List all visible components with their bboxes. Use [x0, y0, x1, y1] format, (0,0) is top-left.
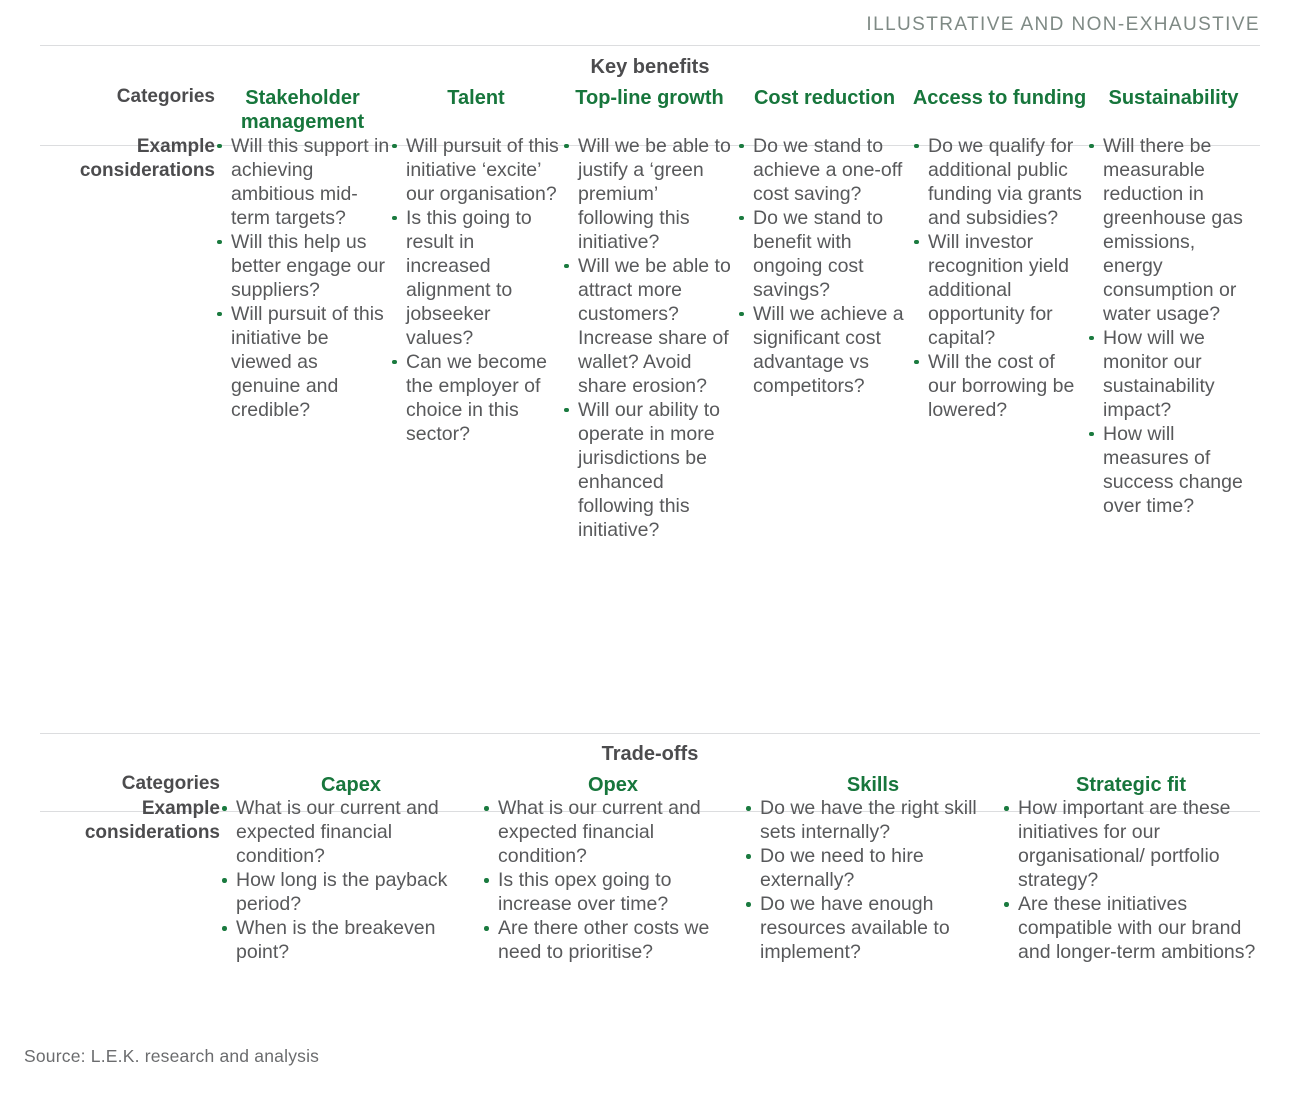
cell-stakeholder-management [215, 135, 390, 543]
column-header-cost-reduction: Cost reduction [753, 87, 896, 109]
bullet-list [482, 797, 744, 965]
trade-offs-table [40, 773, 1260, 965]
list-item: Will this help us better engage our suppliers? [215, 231, 390, 303]
categories-header-trade-offs: Categories [121, 773, 220, 794]
bullet-list [215, 135, 390, 423]
list-item: Do we have the right skill sets internally? [744, 797, 1002, 845]
list-item: Is this going to result in increased alignment to jobseeker values? [390, 207, 562, 351]
column-header-opex: Opex [587, 774, 639, 796]
cell-sustainability [1087, 135, 1260, 543]
table-row [40, 797, 1260, 965]
list-item: Are there other costs we need to prioritise? [482, 917, 744, 965]
kicker-container [866, 14, 1260, 36]
list-item: Do we stand to benefit with ongoing cost savings? [737, 207, 912, 303]
table-row [40, 135, 1260, 543]
column-header-stakeholder-management: Stakeholder management [240, 87, 365, 134]
list-item: Will we achieve a significant cost advantage vs competitors? [737, 303, 912, 399]
list-item: Will investor recognition yield additional opportunity for capital? [912, 231, 1087, 351]
list-item: Will the cost of our borrowing be lowered? [912, 351, 1087, 423]
cell-strategic-fit [1002, 797, 1260, 965]
list-item: What is our current and expected financial condition? [220, 797, 482, 869]
bullet-list [1002, 797, 1260, 965]
divider-section-middle [40, 733, 1260, 734]
bullet-list [220, 797, 482, 965]
list-item: Will pursuit of this initiative be viewed as genuine and credible? [215, 303, 390, 423]
cell-skills [744, 797, 1002, 965]
cell-capex [220, 797, 482, 965]
key-benefits-table [40, 86, 1260, 543]
categories-header-key-benefits: Categories [116, 86, 215, 107]
cell-opex [482, 797, 744, 965]
list-item: Do we have enough resources available to implement? [744, 893, 1002, 965]
column-header-capex: Capex [320, 774, 382, 796]
key-benefits-header-row [40, 86, 1260, 135]
column-header-strategic-fit: Strategic fit [1075, 774, 1187, 796]
section-title-key-benefits: Key benefits [590, 56, 710, 78]
list-item: Will this support in achieving ambitious mid-term targets? [215, 135, 390, 231]
list-item: How will we monitor our sustainability impact? [1087, 327, 1260, 423]
row-label-example-considerations-trade-offs: Example considerations [84, 798, 220, 844]
bullet-list [390, 135, 562, 447]
cell-talent [390, 135, 562, 543]
list-item: How long is the payback period? [220, 869, 482, 917]
bullet-list [1087, 135, 1260, 519]
list-item: Is this opex going to increase over time? [482, 869, 744, 917]
column-header-top-line-growth: Top-line growth [575, 87, 724, 109]
column-header-talent: Talent [447, 87, 505, 109]
list-item: Can we become the employer of choice in this sector? [390, 351, 562, 447]
list-item: Do we stand to achieve a one-off cost saving? [737, 135, 912, 207]
list-item: Will we be able to attract more customers? Increase share of wallet? Avoid share erosion? [562, 255, 737, 399]
list-item: Will our ability to operate in more jurisdictions be enhanced following this initiative? [562, 399, 737, 543]
bullet-list [744, 797, 1002, 965]
bullet-list [562, 135, 737, 543]
section-title-trade-offs: Trade-offs [601, 743, 699, 765]
list-item: Do we need to hire externally? [744, 845, 1002, 893]
source-note: Source: L.E.K. research and analysis [24, 1046, 320, 1066]
column-header-access-to-funding: Access to funding [912, 87, 1087, 109]
list-item: What is our current and expected financial condition? [482, 797, 744, 869]
list-item: How important are these initiatives for our organisational/ portfolio strategy? [1002, 797, 1260, 893]
illustrative-kicker: ILLUSTRATIVE AND NON-EXHAUSTIVE [866, 14, 1260, 35]
list-item: How will measures of success change over time? [1087, 423, 1260, 519]
cell-cost-reduction [737, 135, 912, 543]
cell-access-to-funding [912, 135, 1087, 543]
list-item: Will we be able to justify a ‘green premium’ following this initiative? [562, 135, 737, 255]
list-item: Will pursuit of this initiative ‘excite’ our organisation? [390, 135, 562, 207]
list-item: Are these initiatives compatible with our brand and longer-term ambitions? [1002, 893, 1260, 965]
column-header-skills: Skills [846, 774, 900, 796]
list-item: Do we qualify for additional public funding via grants and subsidies? [912, 135, 1087, 231]
trade-offs-header-row [40, 773, 1260, 797]
row-label-example-considerations-key-benefits: Example considerations [79, 135, 215, 181]
column-header-sustainability: Sustainability [1108, 87, 1239, 109]
list-item: When is the breakeven point? [220, 917, 482, 965]
cell-top-line-growth [562, 135, 737, 543]
divider-top [40, 45, 1260, 46]
bullet-list [737, 135, 912, 399]
bullet-list [912, 135, 1087, 423]
list-item: Will there be measurable reduction in greenhouse gas emissions, energy consumption or water usage? [1087, 135, 1260, 327]
